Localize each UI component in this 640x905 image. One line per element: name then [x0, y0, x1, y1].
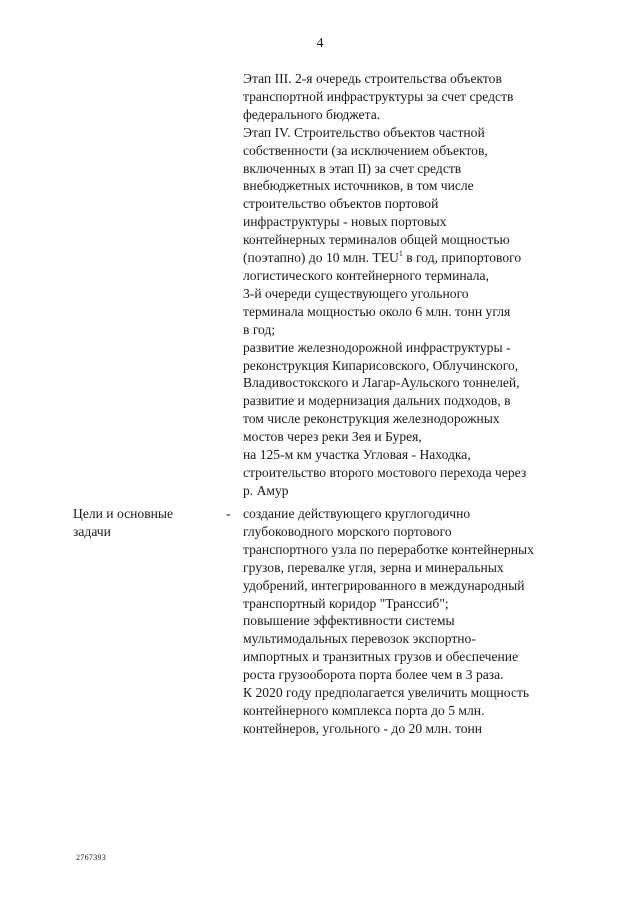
text-line: транспортной инфраструктуры за счет средств	[243, 88, 514, 104]
text-line: на 125-м км участка Угловая - Находка,	[243, 447, 471, 463]
text-line: инфраструктуры - новых портовых	[243, 214, 447, 230]
text-line: импортных и транзитных грузов и обеспечение	[243, 649, 519, 665]
text-line: транспортного узла по переработке контейнерных	[243, 541, 534, 557]
text-line: развитие железнодорожной инфраструктуры -	[243, 339, 511, 355]
text-line: развитие и модернизация дальних подходов, в	[243, 393, 511, 409]
text-line: мультимодальных перевозок экспортно-	[243, 631, 476, 647]
stages-text-block	[243, 70, 583, 500]
text-line: К 2020 году предполагается увеличить мощность	[243, 685, 530, 701]
text-line: реконструкция Кипарисовского, Облучинского,	[243, 357, 519, 373]
goals-label	[73, 505, 223, 541]
text-line: контейнерных терминалов общей мощностью	[243, 232, 510, 248]
text-line: федерального бюджета.	[243, 106, 381, 122]
text-line: грузов, перевалке угля, зерна и минеральных	[243, 559, 504, 575]
footnote-marker: 1	[398, 249, 403, 259]
text-line: внебюджетных источников, в том числе	[243, 178, 474, 194]
goals-text-block	[243, 505, 583, 738]
label-line: Цели и основные	[73, 506, 174, 521]
document-code: 2767393	[76, 853, 107, 862]
text-line: собственности (за исключением объектов,	[243, 142, 488, 158]
page-number: 4	[316, 36, 324, 51]
text-line: удобрений, интегрированного в международный	[243, 577, 525, 593]
text-line: р. Амур	[243, 482, 289, 498]
text-line: Этап IV. Строительство объектов частной	[243, 124, 485, 140]
text-line: роста грузооборота порта более чем в 3 раза.	[243, 667, 504, 683]
text-fragment: (поэтапно) до 10 млн.	[243, 250, 373, 266]
text-line: строительство второго мостового перехода через	[243, 464, 527, 480]
text-line: логистического контейнерного терминала,	[243, 267, 489, 283]
label-line: задачи	[73, 523, 111, 539]
text-line: контейнеров, угольного - до 20 млн. тонн	[243, 720, 483, 736]
text-line: том числе реконструкция железнодорожных	[243, 411, 500, 427]
text-line: контейнерного комплекса порта до 5 млн.	[243, 702, 485, 718]
text-line	[243, 249, 583, 267]
unit-teu: TEU	[372, 250, 399, 266]
text-line: создание действующего круглогодично	[243, 506, 471, 521]
text-line: терминала мощностью около 6 млн. тонн угля	[243, 303, 511, 319]
text-line: транспортный коридор "Транссиб";	[243, 595, 449, 611]
text-line: повышение эффективности системы	[243, 613, 455, 629]
text-line: Владивостокского и Лагар-Аульского тоннелей,	[243, 375, 520, 391]
text-fragment: в год, припортового	[402, 250, 522, 266]
text-line: глубоководного морского портового	[243, 523, 452, 539]
text-line: в год;	[243, 321, 276, 337]
text-line: мостов через реки Зея и Бурея,	[243, 429, 422, 445]
text-line: включенных в этап II) за счет средств	[243, 160, 462, 176]
text-line: 3-й очереди существующего угольного	[243, 285, 469, 301]
text-line: Этап III. 2-я очередь строительства объектов	[243, 71, 502, 86]
dash-separator: -	[226, 506, 231, 521]
text-line: строительство объектов портовой	[243, 196, 439, 212]
